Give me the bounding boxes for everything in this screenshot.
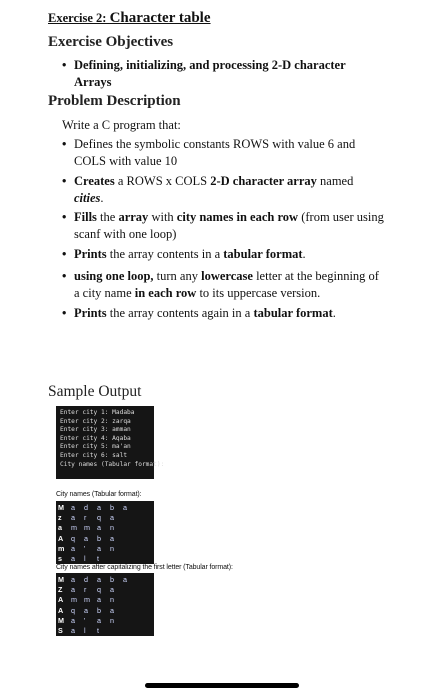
exercise-name: Character table [109, 10, 211, 26]
grid-cell: a [97, 502, 101, 512]
grid-cell: b [110, 502, 114, 512]
grid-cell: A [58, 595, 64, 605]
grid-cell: a [84, 533, 88, 543]
problem-bullet-1: • Defines the symbolic constants ROWS with value 6 and COLS with value 10 [62, 137, 356, 168]
city-grid-original [56, 501, 154, 564]
grid-row [58, 615, 152, 625]
grid-cell: m [58, 543, 65, 553]
grid-cell: S [58, 626, 63, 636]
grid-cell: s [58, 554, 62, 564]
grid-cell: n [110, 615, 114, 625]
grid-cell: a [71, 512, 75, 522]
grid-cell: b [110, 574, 114, 584]
grid-cell: a [71, 543, 75, 553]
console-line: Enter city 4: Aqaba [60, 434, 131, 442]
grid-cell: M [58, 502, 64, 512]
console-line: Enter city 2: zarqa [60, 417, 131, 425]
grid-cell: a [71, 615, 75, 625]
grid-cell: a [71, 502, 75, 512]
bullet-dot-icon: • [62, 306, 67, 320]
grid-cell: d [84, 574, 88, 584]
grid-cell: q [97, 512, 101, 522]
problem-bullet-6: • Prints the array contents again in a tabular format. [62, 306, 336, 320]
console-line: City names (Tabular format): [60, 460, 165, 468]
grid-cell: a [97, 523, 101, 533]
grid-row [58, 595, 152, 605]
bullet-dot-icon: • [62, 174, 67, 188]
grid-cell: a [71, 554, 75, 564]
grid-row [58, 533, 152, 543]
console-line: Enter city 6: salt [60, 451, 128, 459]
grid1-caption: City names (Tabular format): [56, 491, 142, 498]
console-line: Enter city 3: amman [60, 426, 131, 434]
problem-bullet-2: • Creates a ROWS x COLS 2-D character array named cities. [62, 174, 354, 205]
grid-cell: z [58, 512, 62, 522]
bullet-dot-icon: • [62, 137, 67, 151]
grid-cell: q [97, 584, 101, 594]
grid-cell: a [110, 533, 114, 543]
objectives-heading: Exercise Objectives [48, 34, 174, 50]
grid-cell: b [97, 605, 101, 615]
grid-cell: q [71, 605, 75, 615]
grid-cell: Z [58, 584, 63, 594]
grid-cell: a [110, 605, 114, 615]
problem-intro: Write a C program that: [62, 118, 181, 132]
grid-cell: m [84, 595, 90, 605]
grid-cell: a [58, 523, 62, 533]
grid-row [58, 584, 152, 594]
city-grid-capitalized [56, 573, 154, 636]
grid-cell: a [71, 626, 75, 636]
bullet-dot-icon: • [62, 210, 67, 224]
home-indicator[interactable] [145, 683, 299, 688]
grid-cell: r [84, 584, 87, 594]
problem-bullet-5: • using one loop, turn any lowercase letter at the beginning of a city name in each row to its uppercase version. [62, 269, 379, 300]
grid-row [58, 543, 152, 553]
console-output [56, 406, 165, 479]
grid-cell: A [58, 533, 64, 543]
grid-cell: M [58, 615, 64, 625]
problem-heading: Problem Description [48, 93, 181, 109]
exercise-title [48, 10, 211, 27]
grid-cell: d [84, 502, 88, 512]
grid-cell: r [84, 512, 87, 522]
grid-cell: a [71, 574, 75, 584]
grid-cell: n [110, 523, 114, 533]
console-line: Enter city 1: Madaba [60, 409, 135, 416]
bullet-dot-icon: • [62, 58, 67, 72]
grid2-caption: City names after capitalizing the first letter (Tabular format): [56, 564, 233, 571]
grid-cell: t [97, 554, 99, 564]
grid-cell: a [97, 574, 101, 584]
grid-row [58, 605, 152, 615]
grid-row [58, 523, 152, 533]
grid-cell: a [110, 584, 114, 594]
sample-output-heading: Sample Output [48, 383, 142, 400]
grid-cell: m [71, 523, 77, 533]
grid-cell: b [97, 533, 101, 543]
grid-cell: a [97, 595, 101, 605]
problem-bullet-4: • Prints the array contents in a tabular format. [62, 247, 306, 261]
grid-cell: t [97, 626, 99, 636]
grid-cell: n [110, 595, 114, 605]
grid-cell: a [97, 615, 101, 625]
grid-cell: a [123, 502, 127, 512]
problem-bullet-3: • Fills the array with city names in each row (from user using scanf with one loop) [62, 210, 384, 241]
grid-cell: m [84, 523, 90, 533]
grid-cell: a [84, 605, 88, 615]
grid-cell: m [71, 595, 77, 605]
grid-cell: M [58, 574, 64, 584]
grid-row [58, 553, 152, 563]
grid-cell: a [71, 584, 75, 594]
grid-row [58, 502, 152, 512]
grid-row [58, 625, 152, 635]
bullet-dot-icon: • [62, 247, 67, 261]
grid-cell: l [84, 626, 86, 636]
grid-cell: ' [84, 615, 86, 625]
grid-row [58, 574, 152, 584]
objective-item: • Defining, initializing, and processing 2-D character Arrays [62, 58, 346, 89]
grid-cell: ' [84, 543, 86, 553]
grid-row [58, 512, 152, 522]
grid-cell: q [71, 533, 75, 543]
grid-cell: A [58, 605, 64, 615]
grid-cell: a [110, 512, 114, 522]
grid-cell: a [123, 574, 127, 584]
grid-cell: n [110, 543, 114, 553]
console-line: Enter city 5: ma'an [60, 443, 131, 451]
grid-cell: a [97, 543, 101, 553]
grid-cell: l [84, 554, 86, 564]
exercise-label: Exercise 2: [48, 11, 110, 25]
bullet-dot-icon: • [62, 269, 67, 283]
